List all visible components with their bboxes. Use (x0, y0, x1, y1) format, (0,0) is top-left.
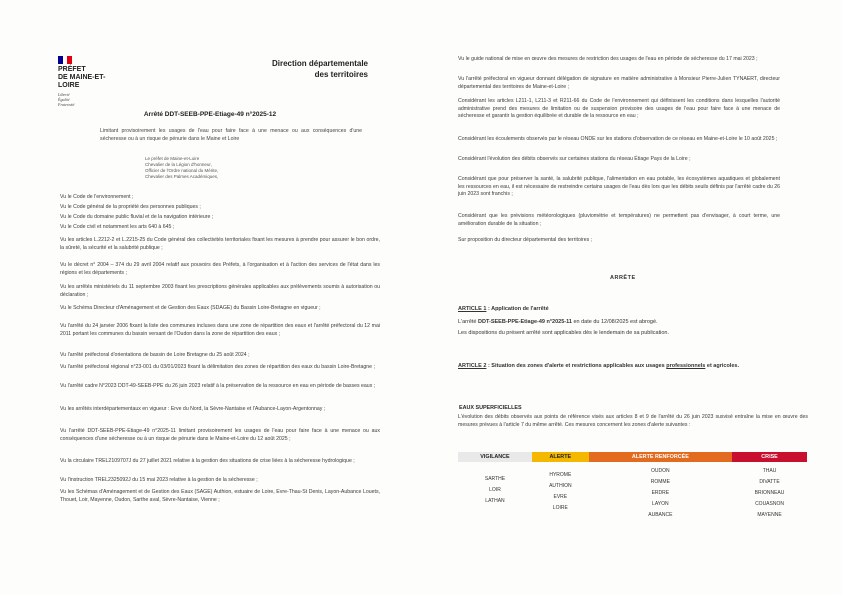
zone-item: ROMME (650, 479, 670, 485)
considerant-debits: Considérant l'évolution des débits observés sur certaines stations du réseau Étiage Pays de la Loire ; (458, 156, 691, 162)
vu-instruction-2023: Vu l'instruction TREL2325092J du 15 mai 2023 relative à la gestion de la sécheresse ; (60, 477, 258, 483)
vu-arrete-2006: Vu l'arrêté du 24 janvier 2006 fixant la liste des communes incluses dans une zone de répartition des eaux et l'arrêté préfectoral du 12 mai 2011 portant les communes du bassin versant de l'Oudon dans la zone de répartition des eaux ; (60, 323, 380, 337)
vu-decret-2004: Vu le décret n° 2004 – 374 du 29 avril 2004 relatif aux pouvoirs des Préfets, à l'organisation et à l'action des services de l'état dans les régions et les départements ; (60, 262, 380, 276)
zone-item: AUTHION (549, 483, 572, 489)
zone-item: OUDON (651, 468, 670, 474)
vu-code-civil: Vu le Code civil et notamment les arts 640 à 645 ; (60, 224, 175, 230)
vu-code-propriete: Vu le Code général de la propriété des personnes publiques ; (60, 204, 201, 210)
signataire-block: Le préfet de Maine-et-Loire Chevalier de la Légion d'honneur, Officier de l'Ordre national du Mérite, Chevalier des Palmes Académiques, (145, 156, 219, 179)
eaux-superficielles-text: L'évolution des débits observés aux points de référence visés aux articles 8 et 9 de l'arrêté du 26 juin 2023 susvisé entraîne la mise en œuvre des mesures prévues à l'article 7 du même arrêté. Ces mesures concernent les zones d'alerte suivantes : (458, 414, 808, 428)
republic-motto: Liberté Égalité Fraternité (58, 92, 75, 107)
sur-proposition: Sur proposition du directeur départemental des territoires ; (458, 237, 593, 243)
prefet-logo (58, 56, 106, 107)
vu-arretes-ministeriels: Vu les arrêtés ministériels du 11 septembre 2003 fixant les prescriptions générales applicables aux prélèvements soumis à autorisation ou déclaration ; (60, 284, 380, 298)
vu-arrete-regional: Vu l'arrêté préfectoral régional n°23-001 du 03/01/2023 fixant la délimitation des zones de répartition des eaux du bassin Loire-Bretagne ; (60, 364, 375, 370)
direction-header: Direction départementale des territoires (271, 59, 368, 79)
crise-zones (732, 462, 807, 521)
considerant-articles: Considérant les articles L211-1, L211-3 et R211-66 du Code de l'environnement qui définissent les conditions dans lesquelles l'autorité administrative prend des mesures de limitation ou de suspension provisoire des usages de l'eau pour faire face à une menace de sécheresse et garantir la gestion équilibrée et durable de la ressource en eau ; (458, 98, 780, 120)
vigilance-zones (458, 462, 532, 521)
article-1-title: ARTICLE 1 : Application de l'arrêté (458, 306, 549, 312)
zone-item: MAYENNE (757, 512, 782, 518)
arrete-objet: Limitant provisoirement les usages de l'eau pour faire face à une menace ou aux conséquences d'une sécheresse ou à un risque de pénurie dans le Maine et Loire (100, 128, 362, 142)
zone-item: COUASNON (755, 501, 784, 507)
header-vigilance: VIGILANCE (458, 452, 532, 462)
zone-item: HYROME (549, 472, 572, 478)
zone-item: LAYON (652, 501, 669, 507)
article-2: ARTICLE 2 : Situation des zones d'alerte et restrictions applicables aux usages professionnels et agricoles. (458, 363, 739, 369)
considerant-meteo: Considérant que les prévisions météorologiques (pluviométrie et températures) ne permettent pas d'envisager, à court terme, une amélioration durable de la situation ; (458, 213, 780, 227)
vu-sdage: Vu le Schéma Directeur d'Aménagement et de Gestion des Eaux (SDAGE) du Bassin Loire-Bretagne en vigueur ; (60, 305, 321, 311)
zone-item: THAU (762, 468, 777, 474)
header-alerte: ALERTE (532, 452, 589, 462)
prefet-name: PRÉFET DE MAINE-ET-LOIRE (58, 66, 106, 89)
vu-circulaire-2021: Vu la circulaire TREL2109707J du 27 juillet 2021 relative à la gestion des situations de crise liées à la sécheresse hydrologique ; (60, 458, 355, 464)
vu-code-environnement: Vu le Code de l'environnement ; (60, 194, 134, 200)
vu-arretes-interdep: Vu les arrêtés interdépartementaux en vigueur : Erve du Nord, la Sèvre-Nantaise et l'Aubance-Layon-Argentonnay ; (60, 406, 326, 412)
vu-cgct: Vu les articles L.2212-2 et L.2215-25 du Code général des collectivités territoriales fixant les mesures à prendre pour assurer le bon ordre, la sûreté, la sécurité et la salubrité publique ; (60, 237, 380, 251)
alerte-renforcee-zones (589, 462, 732, 521)
zone-item: ERDRE (651, 490, 670, 496)
vu-guide-national: Vu le guide national de mise en œuvre des mesures de restriction des usages de l'eau en période de sécheresse du 17 mai 2023 ; (458, 56, 758, 62)
vu-arrete-cadre: Vu l'arrêté cadre N°2023 DDT-49-SEEB-PPE du 26 juin 2023 relatif à la préservation de la ressource en eau en période de basses eaux ; (60, 383, 376, 389)
zones-alerte-table (458, 452, 807, 521)
eaux-superficielles-title: EAUX SUPERFICIELLES (459, 405, 522, 411)
header-alerte-renforcee: ALERTE RENFORCÉE (589, 452, 732, 462)
vu-arrete-2025-11: Vu l'arrêté DDT-SEEB-PPE-Etiage-49 n°2025-11 limitant provisoirement les usages de l'eau pour faire face à une menace ou aux conséquences d'une sécheresse ou à un risque de pénurie dans le Maine-et-Loire du 12 août 2025 ; (60, 428, 380, 442)
zone-item: BRIONNEAU (754, 490, 785, 496)
vu-orientations-bassin: Vu l'arrêté préfectoral d'orientations de bassin de Loire Bretagne du 25 août 2024 ; (60, 352, 250, 358)
article-1-line1: L'arrêté DDT-SEEB-PPE-Etiage-49 n°2025-11 en date du 12/08/2025 est abrogé. (458, 319, 658, 325)
zone-item: SARTHE (484, 476, 506, 482)
alerte-zones (532, 462, 589, 521)
considerant-sante: Considérant que pour préserver la santé, la salubrité publique, l'alimentation en eau potable, les écosystèmes aquatiques et globalement les ressources en eau, il est nécessaire de restreindre certains usages de l'eau dès lors que les débits seuils définis par l'arrêté cadre du 26 juin 2023 sont franchis ; (458, 176, 780, 198)
vu-sage: Vu les Schémas d'Aménagement et de Gestion des Eaux (SAGE) Authion, estuaire de Loire, Evre-Thau-St Denis, Layon-Aubance Louets, Thouet, Loir, Mayenne, Oudon, Sarthe aval, Sèvre-Nantaise, Vienne ; (60, 489, 380, 503)
header-crise: CRISE (732, 452, 807, 462)
article-1 (458, 305, 788, 337)
marianne-flag-icon (58, 56, 72, 64)
zone-item: LATHAN (485, 498, 505, 504)
zone-item: DIVATTE (759, 479, 780, 485)
vu-delegation: Vu l'arrêté préfectoral en vigueur donnant délégation de signature en matière administrative à Monsieur Pierre-Julien TYNAERT, directeur départemental des territoires de Maine-et-Loire ; (458, 76, 780, 90)
zone-item: AUBANCE (648, 512, 673, 518)
zone-item: LOIRE (552, 505, 568, 511)
considerant-onde: Considérant les écoulements observés par le réseau ONDE sur les stations d'observation de ce réseau en Maine-et-Loire le 10 août 2025 ; (458, 136, 778, 142)
arrete-heading: ARRÊTE (610, 275, 636, 281)
zone-item: EVRE (553, 494, 568, 500)
arrete-title: Arrêté DDT-SEEB-PPE-Etiage-49 n°2025-12 (143, 111, 277, 118)
zone-item: LOIR (489, 487, 501, 493)
article-1-line2: Les dispositions du présent arrêté sont applicables dès le lendemain de sa publication. (458, 330, 669, 336)
vu-code-domaine: Vu le Code du domaine public fluvial et de la navigation intérieure ; (60, 214, 214, 220)
